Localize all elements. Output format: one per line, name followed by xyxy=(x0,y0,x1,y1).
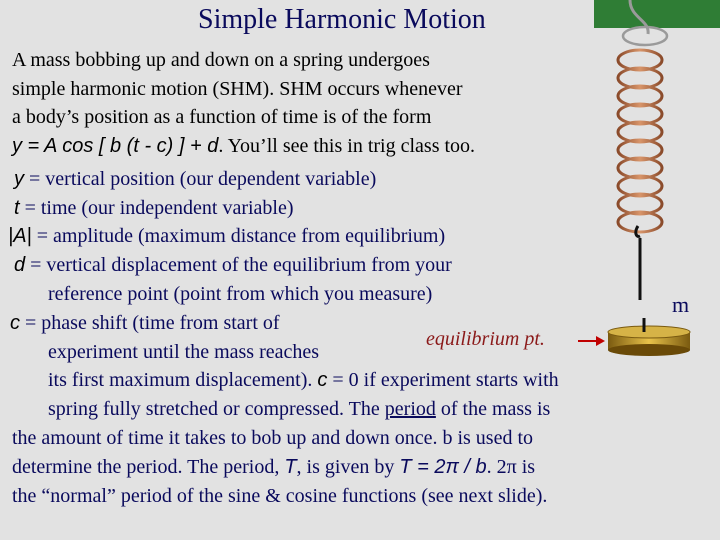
intro-line-3: a body’s position as a function of time is of the form xyxy=(12,106,432,128)
shm-equation: y = A cos [ b (t - c) ] + d xyxy=(12,134,219,157)
arrow-right-icon xyxy=(576,333,606,349)
symbol-T: T xyxy=(284,456,297,478)
closing-line-2b: , is given by xyxy=(296,456,400,478)
definition-d xyxy=(14,254,452,277)
definition-c-text-4a: spring fully stretched or compressed. The xyxy=(48,398,385,420)
definition-c-text-2: experiment until the mass reaches xyxy=(48,341,320,363)
symbol-c-inline: c xyxy=(317,369,328,391)
mass-disk-icon xyxy=(604,318,694,358)
closing-line-2a: determine the period. The period, xyxy=(12,456,285,478)
intro-line-1: A mass bobbing up and down on a spring undergoes xyxy=(12,49,430,71)
closing-line-2c: . 2π is xyxy=(486,456,536,478)
definition-t-text: = time (our independent variable) xyxy=(19,197,294,219)
intro-paragraph xyxy=(12,46,475,160)
definition-c-text-3a: its first maximum displacement). xyxy=(48,369,318,391)
symbol-t: t xyxy=(14,197,20,219)
definition-c xyxy=(10,312,280,335)
definition-d-text-1: = vertical displacement of the equilibrium from your xyxy=(25,254,452,276)
definition-c-text-3 xyxy=(48,369,559,392)
closing-line-2 xyxy=(12,456,535,479)
period-link[interactable]: period xyxy=(384,398,436,420)
page-title: Simple Harmonic Motion xyxy=(198,4,486,35)
definition-c-text-4 xyxy=(48,398,550,421)
symbol-c: c xyxy=(10,312,20,334)
definition-y-text: = vertical position (our dependent variable) xyxy=(24,168,377,190)
definition-amplitude-text: = amplitude (maximum distance from equilibrium) xyxy=(31,225,446,247)
definition-c-text-3b: = 0 if experiment starts with xyxy=(327,369,559,391)
period-formula: T = 2π / b xyxy=(399,456,487,478)
closing-line-3: the “normal” period of the sine & cosine functions (see next slide). xyxy=(12,485,548,507)
definition-amplitude xyxy=(8,225,445,248)
intro-line-4 xyxy=(12,132,475,161)
definition-c-text-1: = phase shift (time from start of xyxy=(20,312,280,334)
intro-line-2: simple harmonic motion (SHM). SHM occurs whenever xyxy=(12,77,463,100)
symbol-d: d xyxy=(14,254,26,276)
closing-line-1: the amount of time it takes to bob up and down once. b is used to xyxy=(12,427,534,449)
equilibrium-label: equilibrium pt. xyxy=(426,328,545,350)
definition-c-text-4b: of the mass is xyxy=(435,398,551,420)
mass-label: m xyxy=(672,292,690,317)
definition-y xyxy=(14,168,376,191)
spring-icon xyxy=(600,0,690,300)
intro-line-4-text: . You’ll see this in trig class too. xyxy=(218,134,476,157)
definition-t xyxy=(14,197,294,220)
definition-d-text-2: reference point (point from which you measure) xyxy=(48,283,433,305)
symbol-y: y xyxy=(14,168,24,190)
symbol-amplitude: |A| xyxy=(8,225,32,247)
